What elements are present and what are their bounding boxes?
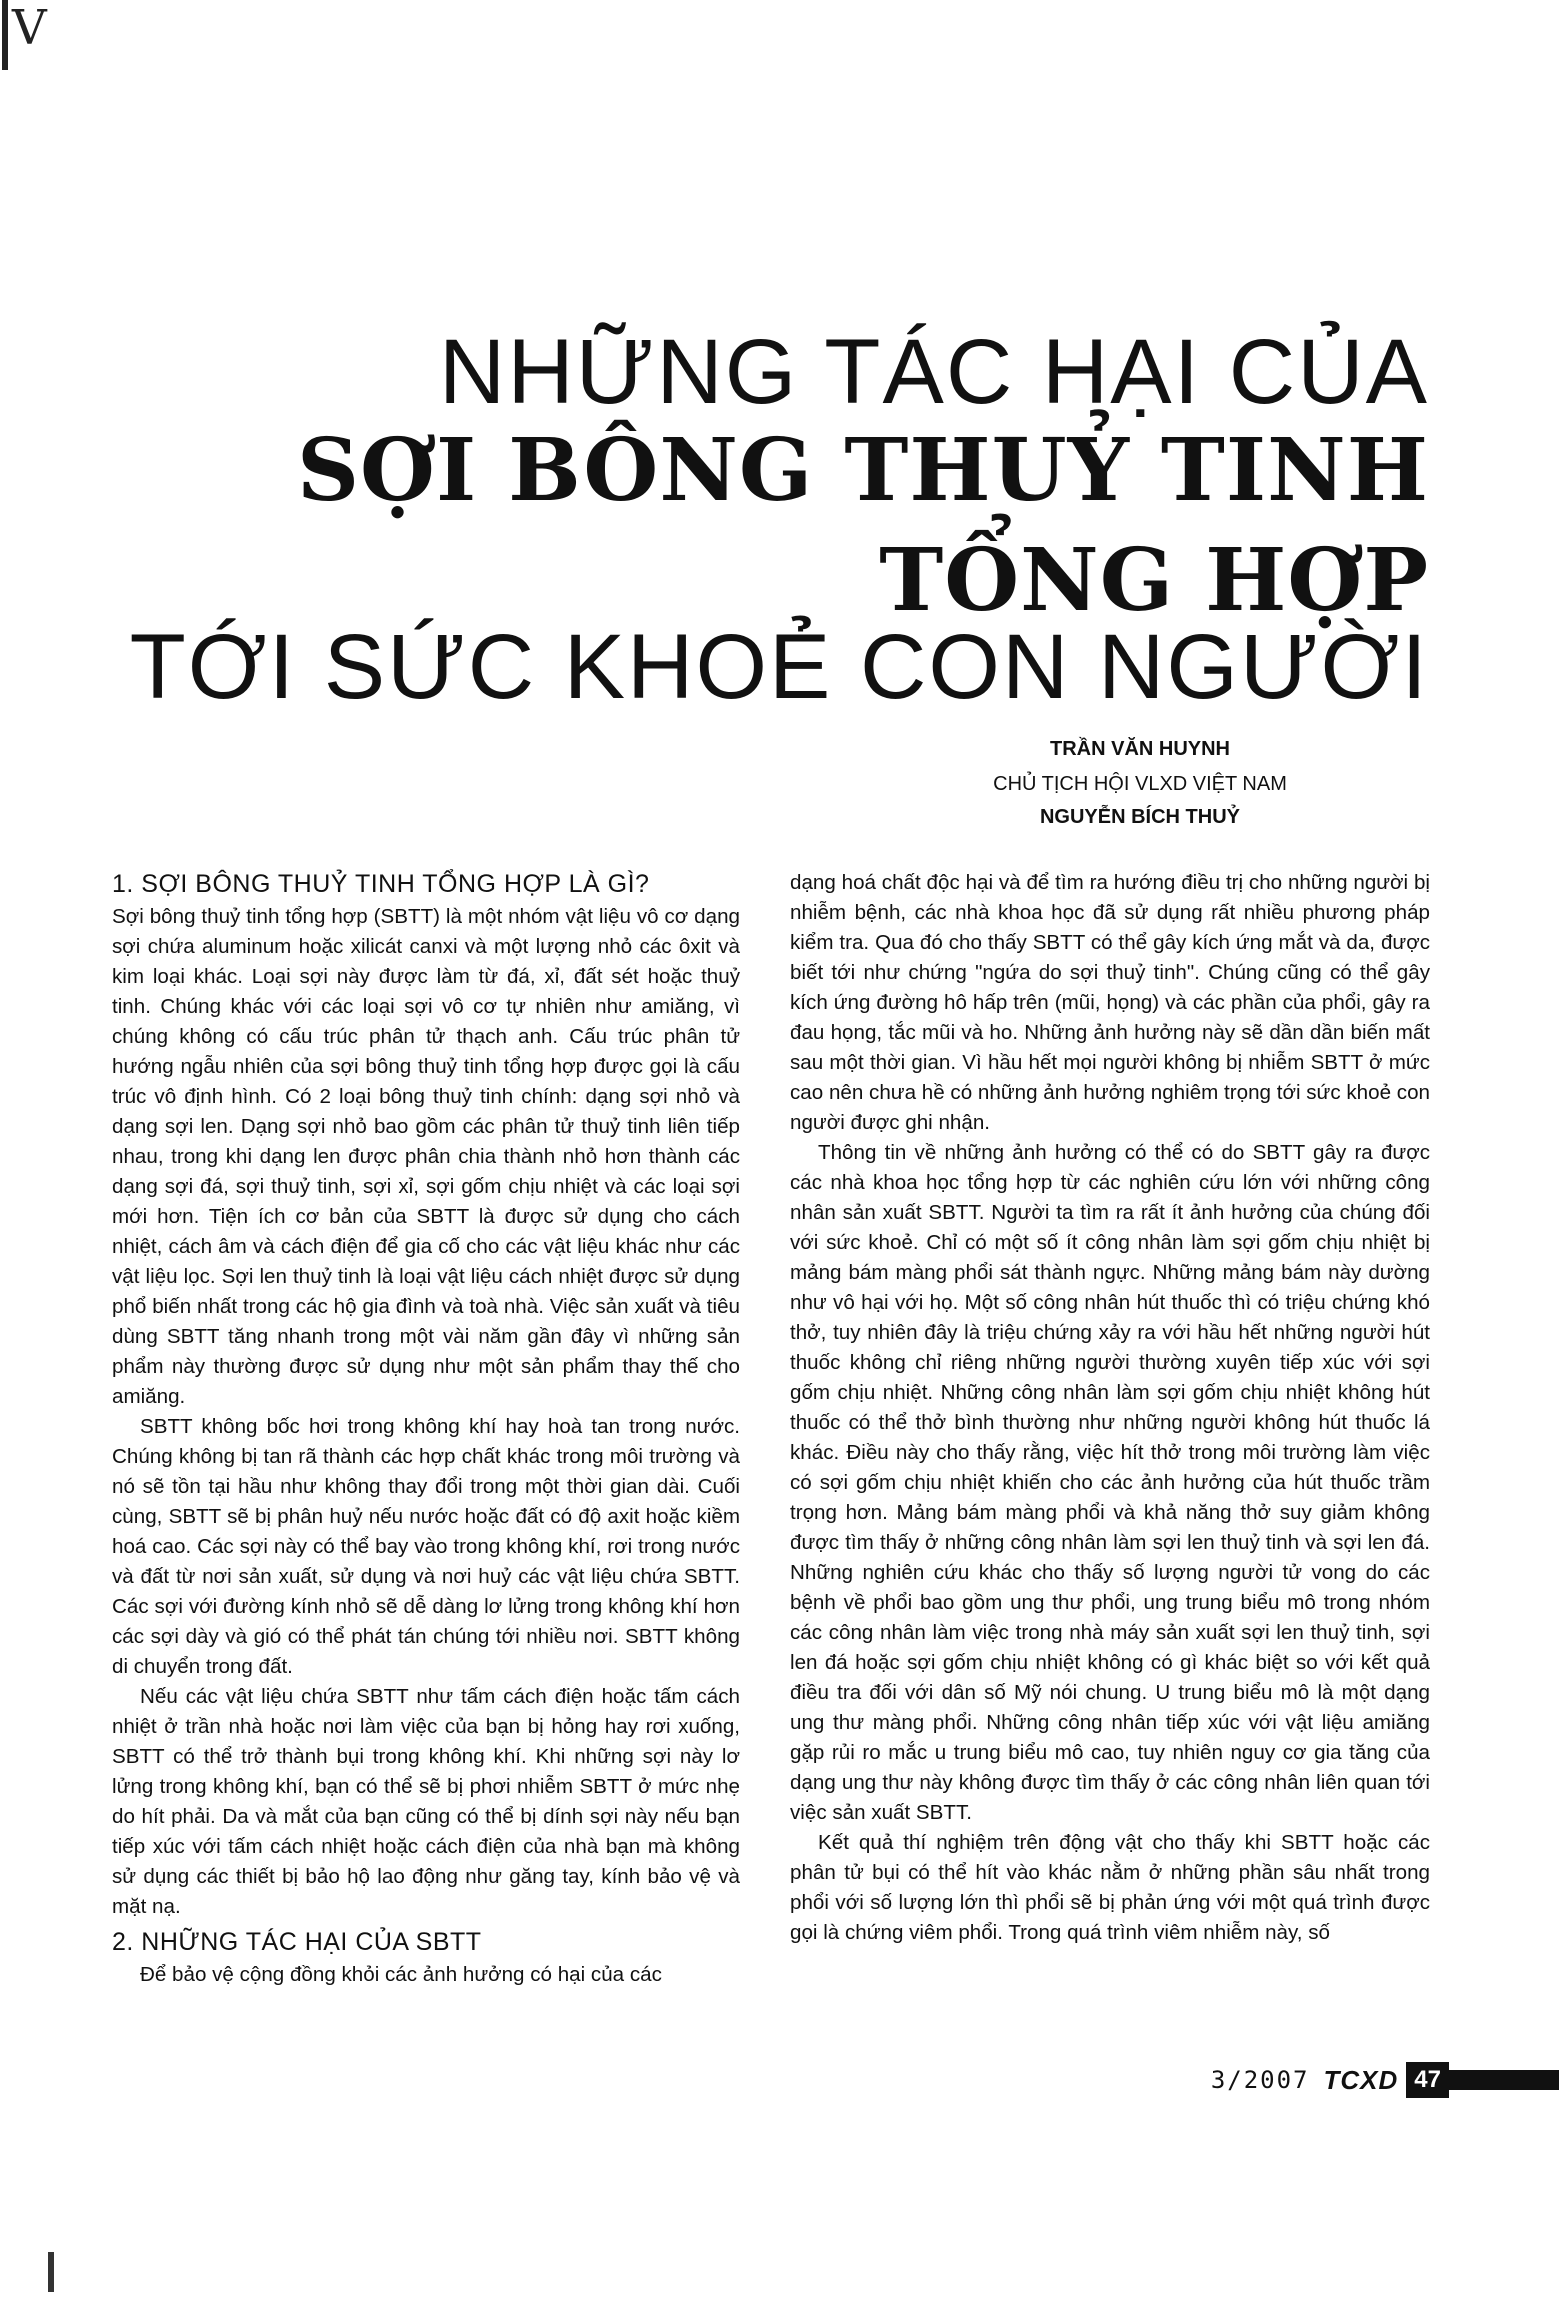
corner-bar [2, 0, 8, 70]
title-line-3: TỔNG HỢP [879, 530, 1429, 631]
paragraph: SBTT không bốc hơi trong không khí hay hoà tan trong nước. Chúng không bị tan rã thành các hợp chất khác trong môi trường và nó sẽ tồn tại hầu như không thay đổi trong một thời gian dài. Cuối cùng, SBTT sẽ bị phân huỷ nếu nước hoặc đất có độ axit hoặc kiềm hoá cao. Các sợi này có thể bay vào trong không khí, rơi trong nước và đất từ nơi sản xuất, sử dụng và nơi huỷ các vật liệu chứa SBTT. Các sợi với đường kính nhỏ sẽ dễ dàng lơ lửng trong không khí hơn các sợi dày và gió có thể phát tán chúng tới nhiều nơi. SBTT không di chuyển trong đất. [112, 1415, 740, 1678]
issue-date: 3/2007 [1210, 2066, 1310, 2094]
page-footer [1211, 2060, 1559, 2100]
title-line-1: NHỮNG TÁC HẠI CỦA [438, 321, 1429, 423]
section-heading-2: 2. NHỮNG TÁC HẠI CỦA SBTT [112, 1928, 482, 1956]
author-1: TRẦN VĂN HUYNH [1050, 738, 1230, 760]
paragraph: Để bảo vệ cộng đồng khỏi các ảnh hưởng có hại của các [140, 1963, 662, 1986]
section-heading-1: 1. SỢI BÔNG THUỶ TINH TỔNG HỢP LÀ GÌ? [112, 870, 650, 898]
corner-letter: V [12, 0, 47, 56]
footer-bar [1449, 2070, 1559, 2090]
magazine-name: TCXD [1323, 2064, 1399, 2095]
paragraph: Thông tin về những ảnh hưởng có thể có do SBTT gây ra được các nhà khoa học tổng hợp từ các nghiên cứu lớn với những công nhân sản xuất SBTT. Người ta tìm ra rất ít ảnh hưởng của chúng đối với sức khoẻ. Chỉ có một số ít công nhân làm sợi gốm chịu nhiệt bị mảng bám màng phổi sát thành ngực. Những mảng bám này dường như vô hại với họ. Một số công nhân hút thuốc thì có triệu chứng khó thở, tuy nhiên đây là triệu chứng xảy ra với hầu hết những người hút thuốc không chỉ riêng những người thường xuyên tiếp xúc với sợi gốm chịu nhiệt. Những công nhân làm sợi gốm chịu nhiệt không hút thuốc có thể thở bình thường như những người không hút thuốc lá khác. Điều này cho thấy rằng, việc hít thở trong môi trường làm việc có sợi gốm chịu nhiệt khiến cho các ảnh hưởng của hút thuốc trầm trọng hơn. Mảng bám màng phổi và khả năng thở suy giảm không được tìm thấy ở những công nhân làm sợi len thuỷ tinh và sợi len đá. Những nghiên cứu khác cho thấy số lượng người tử vong do các bệnh về phổi bao gồm ung thư phổi, ung trung biểu mô trong nhóm các công nhân làm việc trong nhà máy sản xuất sợi len thuỷ tinh, sợi len đá hoặc sợi gốm chịu nhiệt không có gì khác biệt so với kết quả điều tra đối với dân số Mỹ nói chung. U trung biểu mô là một dạng ung thư màng phổi. Những công nhân tiếp xúc với vật liệu amiăng gặp rủi ro mắc u trung biểu mô cao, tuy nhiên nguy cơ gia tăng của dạng ung thư này không được tìm thấy ở các công nhân liên quan tới việc sản xuất SBTT. [790, 1141, 1430, 1824]
title-line-2: SỢI BÔNG THUỶ TINH [296, 420, 1429, 521]
author-2: NGUYỄN BÍCH THUỶ [1039, 806, 1240, 828]
corner-mark [0, 0, 60, 70]
page-number: 47 [1406, 2062, 1449, 2098]
paragraph: dạng hoá chất độc hại và để tìm ra hướng điều trị cho những người bị nhiễm bệnh, các nhà khoa học đã sử dụng rất nhiều phương pháp kiểm tra. Qua đó cho thấy SBTT có thể gây kích ứng mắt và da, được biết tới như chứng "ngứa do sợi thuỷ tinh". Chúng cũng có thể gây kích ứng đường hô hấp trên (mũi, họng) và các phần của phổi, gây ra đau họng, tắc mũi và ho. Những ảnh hưởng này sẽ dần dần biến mất sau một thời gian. Vì hầu hết mọi người không bị nhiễm SBTT ở mức cao nên chưa hề có những ảnh hưởng nghiêm trọng tới sức khoẻ con người được ghi nhận. [790, 871, 1430, 1134]
margin-rule [48, 2252, 54, 2292]
left-column [112, 868, 740, 1990]
paragraph: Sợi bông thuỷ tinh tổng hợp (SBTT) là một nhóm vật liệu vô cơ dạng sợi chứa aluminum hoặc xilicát canxi và một lượng nhỏ các ôxit và kim loại khác. Loại sợi này được làm từ đá, xỉ, đất sét hoặc thuỷ tinh. Chúng khác với các loại sợi vô cơ tự nhiên như amiăng, vì chúng không có cấu trúc phân tử thạch anh. Cấu trúc phân tử hướng ngẫu nhiên của sợi bông thuỷ tinh tổng hợp được gọi là cấu trúc vô định hình. Có 2 loại bông thuỷ tinh chính: dạng sợi nhỏ và dạng sợi len. Dạng sợi nhỏ bao gồm các phân tử thuỷ tinh liên tiếp nhau, trong khi dạng len được phân chia thành nhỏ hơn thành các dạng sợi đá, sợi thuỷ tinh, sợi xỉ, sợi gốm chịu nhiệt và các loại sợi mới hơn. Tiện ích cơ bản của SBTT là được sử dụng cho cách nhiệt, cách âm và cách điện để gia cố cho các vật liệu khác như các vật liệu lọc. Sợi len thuỷ tinh là loại vật liệu cách nhiệt được sử dụng phổ biến nhất trong các hộ gia đình và toà nhà. Việc sản xuất và tiêu dùng SBTT tăng nhanh trong một vài năm gần đây vì những sản phẩm này thường được sử dụng như một sản phẩm thay thế cho amiăng. [112, 905, 740, 1408]
author-position: CHỦ TỊCH HỘI VLXD VIỆT NAM [993, 773, 1287, 795]
paragraph: Nếu các vật liệu chứa SBTT như tấm cách điện hoặc tấm cách nhiệt ở trần nhà hoặc nơi làm việc của bạn bị hỏng hay rơi xuống, SBTT có thể trở thành bụi trong không khí. Khi những sợi này lơ lửng trong không khí, bạn có thể sẽ bị phơi nhiễm SBTT ở mức nhẹ do hít phải. Da và mắt của bạn cũng có thể bị dính sợi này nếu bạn tiếp xúc với tấm cách nhiệt hoặc cách điện của nhà bạn mà không sử dụng các thiết bị bảo hộ lao động như găng tay, kính bảo vệ và mặt nạ. [112, 1685, 740, 1918]
right-column [790, 868, 1430, 1948]
title-line-4: TỚI SỨC KHOẺ CON NGƯỜI [129, 616, 1429, 718]
paragraph: Kết quả thí nghiệm trên động vật cho thấy khi SBTT hoặc các phân tử bụi có thể hít vào khác nằm ở những phần sâu nhất trong phổi với số lượng lớn thì phổi sẽ bị phản ứng với một quá trình được gọi là chứng viêm phổi. Trong quá trình viêm nhiễm này, số [790, 1831, 1430, 1944]
